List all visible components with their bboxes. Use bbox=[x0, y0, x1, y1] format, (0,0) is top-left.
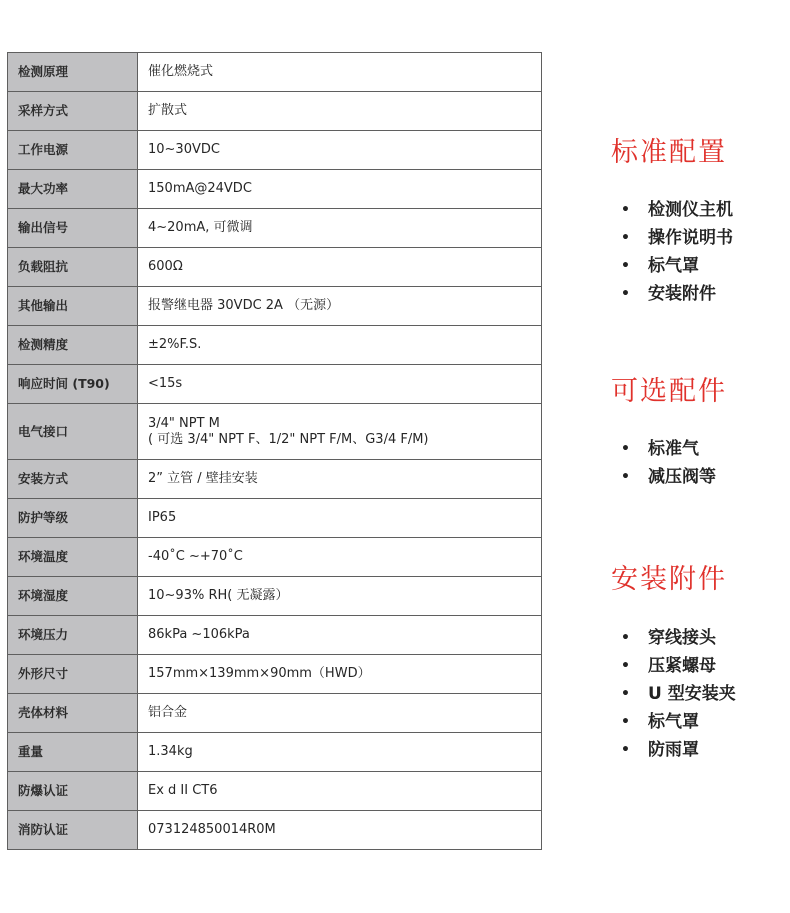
spec-value bbox=[138, 811, 542, 850]
bullet-icon: • bbox=[621, 202, 630, 218]
spec-value bbox=[138, 53, 542, 92]
spec-label: 重量 bbox=[8, 733, 138, 772]
spec-label: 检测原理 bbox=[8, 53, 138, 92]
list-item bbox=[611, 652, 790, 680]
spec-label: 壳体材料 bbox=[8, 694, 138, 733]
spec-label: 检测精度 bbox=[8, 326, 138, 365]
spec-value bbox=[138, 326, 542, 365]
spec-value-line: 扩散式 bbox=[148, 103, 188, 118]
spec-label: 环境压力 bbox=[8, 616, 138, 655]
spec-label: 安装方式 bbox=[8, 460, 138, 499]
table-row bbox=[8, 772, 542, 811]
table-row bbox=[8, 53, 542, 92]
spec-label: 环境湿度 bbox=[8, 577, 138, 616]
install-accessories-section bbox=[611, 563, 790, 764]
spec-value-line: IP65 bbox=[148, 510, 177, 525]
bullet-icon: • bbox=[621, 742, 630, 758]
spec-value bbox=[138, 460, 542, 499]
list-item bbox=[611, 708, 790, 736]
list-item bbox=[611, 224, 790, 252]
table-row bbox=[8, 694, 542, 733]
table-row bbox=[8, 209, 542, 248]
spec-value bbox=[138, 131, 542, 170]
bullet-icon: • bbox=[621, 469, 630, 485]
list-item-label: 检测仪主机 bbox=[648, 200, 733, 220]
table-row bbox=[8, 616, 542, 655]
bullet-icon: • bbox=[621, 230, 630, 246]
section-title-optional: 可选配件 bbox=[611, 376, 727, 407]
spec-value-line: 报警继电器 30VDC 2A （无源） bbox=[148, 298, 340, 313]
bullet-icon: • bbox=[621, 714, 630, 730]
bullet-icon: • bbox=[621, 258, 630, 274]
list-item-label: 减压阀等 bbox=[648, 467, 716, 487]
spec-value-line: 073124850014R0M bbox=[148, 822, 276, 837]
table-row bbox=[8, 404, 542, 460]
spec-label: 防爆认证 bbox=[8, 772, 138, 811]
spec-value-line: 1.34kg bbox=[148, 744, 193, 759]
spec-label: 其他输出 bbox=[8, 287, 138, 326]
spec-value-line: 催化燃烧式 bbox=[148, 64, 214, 79]
bullet-icon: • bbox=[621, 630, 630, 646]
spec-label: 工作电源 bbox=[8, 131, 138, 170]
spec-value-line: 150mA@24VDC bbox=[148, 181, 252, 196]
spec-value bbox=[138, 92, 542, 131]
spec-value bbox=[138, 499, 542, 538]
spec-label: 电气接口 bbox=[8, 404, 138, 460]
list-item-label: U 型安装夹 bbox=[648, 684, 736, 704]
table-row bbox=[8, 92, 542, 131]
spec-label: 采样方式 bbox=[8, 92, 138, 131]
table-row bbox=[8, 131, 542, 170]
spec-table-body bbox=[8, 53, 542, 850]
table-row bbox=[8, 811, 542, 850]
spec-label: 输出信号 bbox=[8, 209, 138, 248]
bullet-icon: • bbox=[621, 658, 630, 674]
spec-label: 最大功率 bbox=[8, 170, 138, 209]
list-item bbox=[611, 435, 790, 463]
list-item-label: 防雨罩 bbox=[648, 740, 699, 760]
optional-accessories-list bbox=[611, 435, 790, 491]
bullet-icon: • bbox=[621, 286, 630, 302]
table-row bbox=[8, 248, 542, 287]
spec-value bbox=[138, 209, 542, 248]
spec-value bbox=[138, 248, 542, 287]
list-item bbox=[611, 463, 790, 491]
spec-value bbox=[138, 287, 542, 326]
spec-value-line: 157mm×139mm×90mm（HWD） bbox=[148, 666, 371, 681]
spec-value-line: -40˚C ~+70˚C bbox=[148, 549, 243, 564]
table-row bbox=[8, 326, 542, 365]
list-item-label: 标气罩 bbox=[648, 712, 699, 732]
list-item-label: 标气罩 bbox=[648, 256, 699, 276]
spec-table bbox=[7, 52, 542, 850]
list-item-label: 穿线接头 bbox=[648, 628, 716, 648]
list-item bbox=[611, 680, 790, 708]
spec-value-line: 3/4" NPT M bbox=[148, 415, 220, 431]
spec-label: 负载阻抗 bbox=[8, 248, 138, 287]
bullet-icon: • bbox=[621, 686, 630, 702]
table-row bbox=[8, 733, 542, 772]
spec-value bbox=[138, 577, 542, 616]
spec-value-line: 600Ω bbox=[148, 259, 183, 274]
section-title-install: 安装附件 bbox=[611, 564, 727, 595]
spec-value-line: 10~93% RH( 无凝露） bbox=[148, 588, 289, 603]
optional-accessories-section bbox=[611, 375, 790, 491]
table-row bbox=[8, 655, 542, 694]
install-accessories-list bbox=[611, 624, 790, 764]
spec-value bbox=[138, 733, 542, 772]
spec-label: 环境温度 bbox=[8, 538, 138, 577]
section-title-standard: 标准配置 bbox=[611, 137, 727, 168]
list-item bbox=[611, 736, 790, 764]
spec-label: 防护等级 bbox=[8, 499, 138, 538]
spec-value bbox=[138, 616, 542, 655]
spec-value-line: 86kPa ~106kPa bbox=[148, 627, 250, 642]
spec-value bbox=[138, 538, 542, 577]
spec-value-line: 10~30VDC bbox=[148, 142, 220, 157]
list-item-label: 压紧螺母 bbox=[648, 656, 716, 676]
table-row bbox=[8, 499, 542, 538]
list-item bbox=[611, 252, 790, 280]
table-row bbox=[8, 365, 542, 404]
spec-value bbox=[138, 404, 542, 460]
spec-label: 响应时间 (T90) bbox=[8, 365, 138, 404]
spec-value-line: ( 可选 3/4" NPT F、1/2" NPT F/M、G3/4 F/M) bbox=[148, 431, 429, 447]
table-row bbox=[8, 538, 542, 577]
spec-value-line: 4~20mA, 可微调 bbox=[148, 220, 253, 235]
spec-value bbox=[138, 655, 542, 694]
spec-label: 消防认证 bbox=[8, 811, 138, 850]
list-item bbox=[611, 280, 790, 308]
spec-value bbox=[138, 170, 542, 209]
table-row bbox=[8, 577, 542, 616]
list-item bbox=[611, 624, 790, 652]
spec-value-line: 2” 立管 / 壁挂安装 bbox=[148, 471, 258, 486]
spec-value bbox=[138, 694, 542, 733]
spec-value-line: ±2%F.S. bbox=[148, 337, 202, 352]
spec-value bbox=[138, 365, 542, 404]
bullet-icon: • bbox=[621, 441, 630, 457]
spec-value-line: Ex d II CT6 bbox=[148, 783, 218, 798]
standard-config-section bbox=[611, 136, 790, 308]
spec-value-line: 铝合金 bbox=[148, 705, 188, 720]
list-item-label: 安装附件 bbox=[648, 284, 716, 304]
table-row bbox=[8, 170, 542, 209]
table-row bbox=[8, 287, 542, 326]
spec-value bbox=[138, 772, 542, 811]
spec-label: 外形尺寸 bbox=[8, 655, 138, 694]
standard-config-list bbox=[611, 196, 790, 308]
spec-value-line: <15s bbox=[148, 376, 183, 391]
list-item-label: 操作说明书 bbox=[648, 228, 733, 248]
list-item bbox=[611, 196, 790, 224]
table-row bbox=[8, 460, 542, 499]
list-item-label: 标准气 bbox=[648, 439, 699, 459]
